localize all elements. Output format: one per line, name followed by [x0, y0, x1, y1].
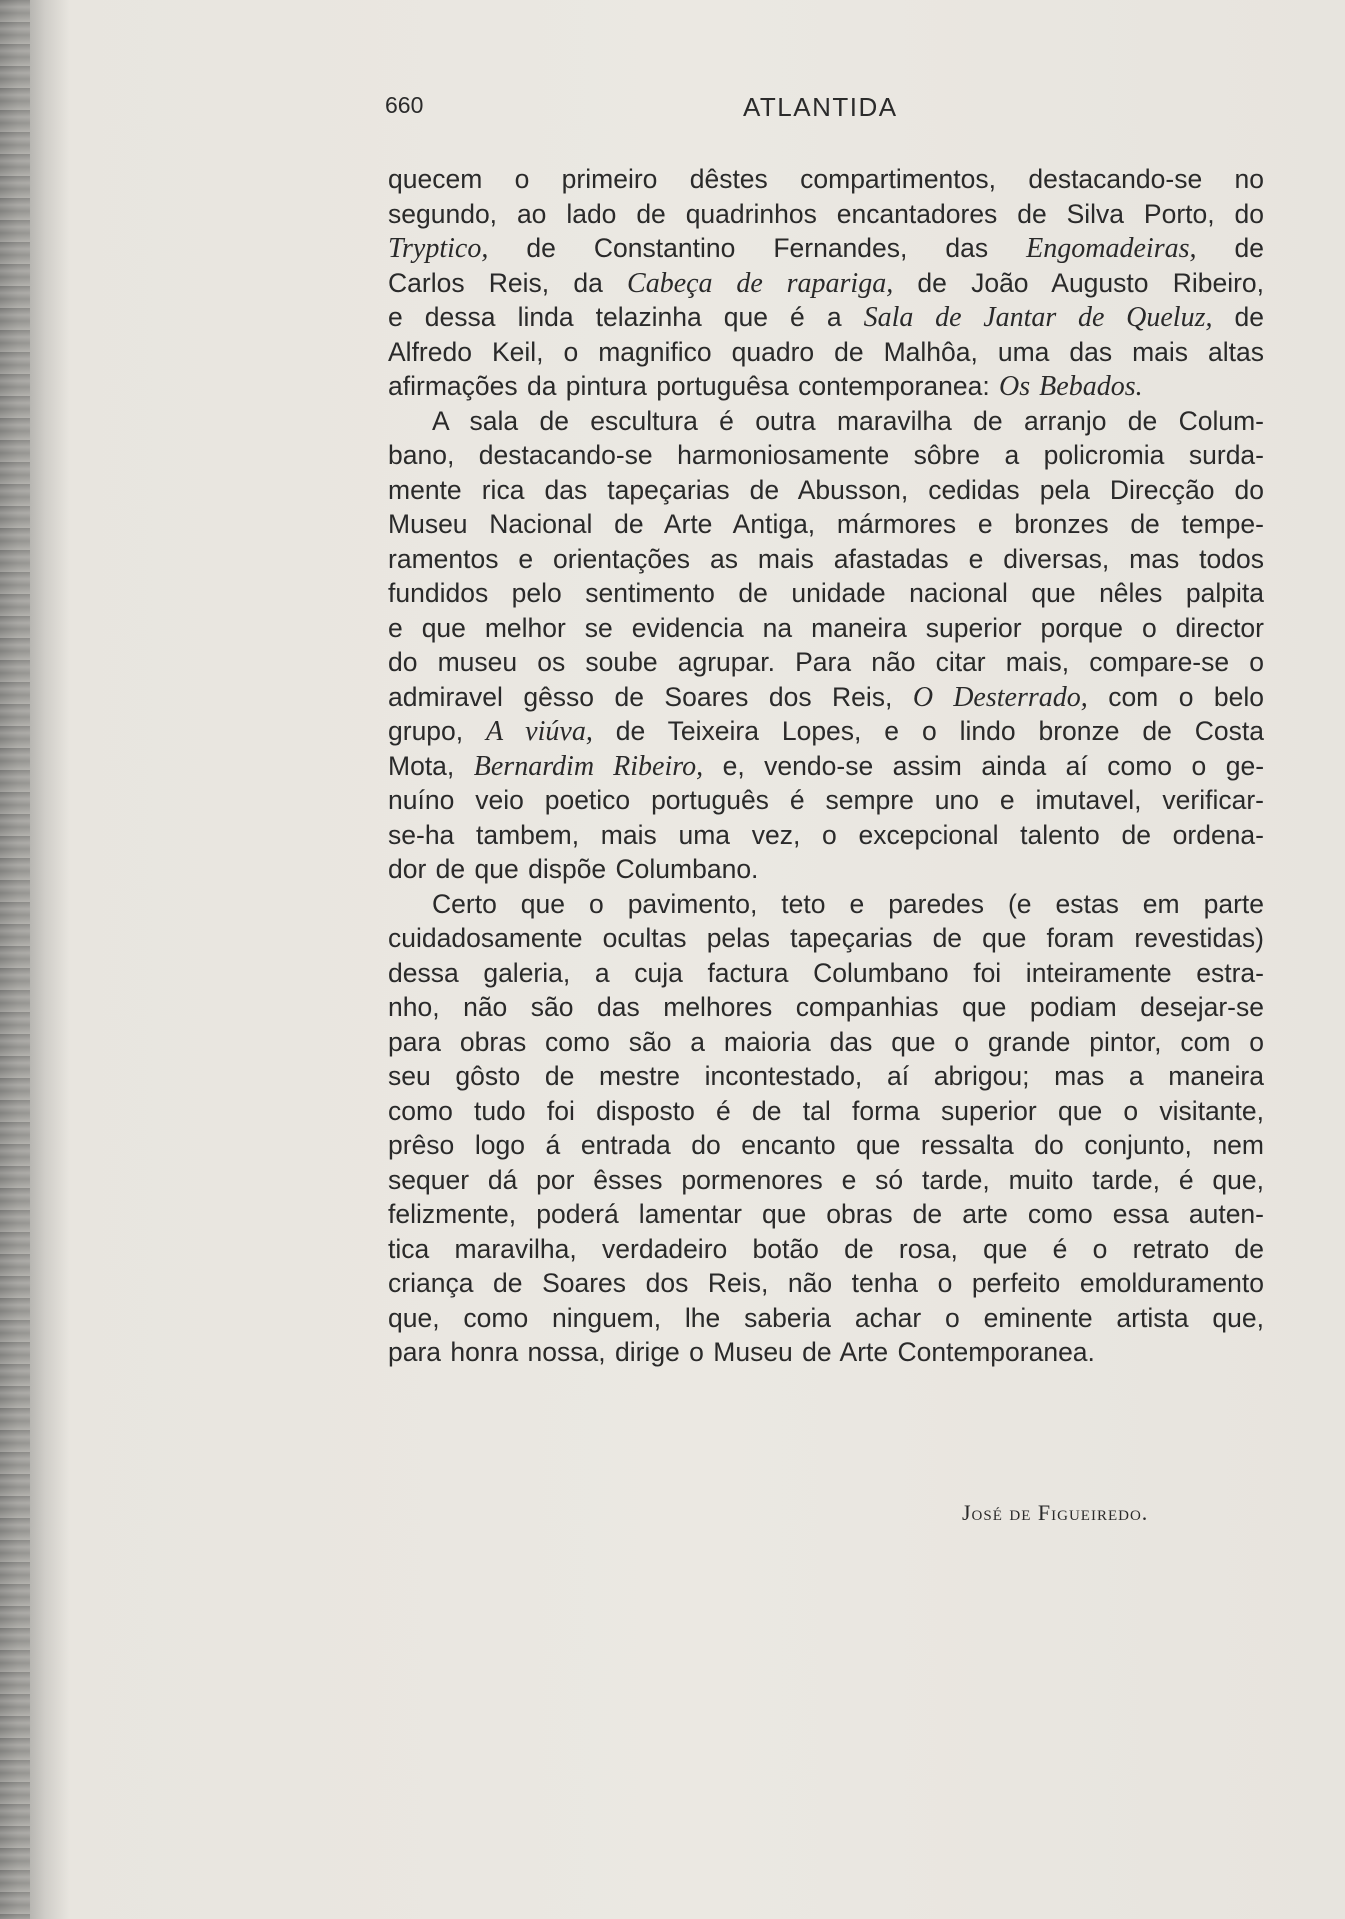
text-segment: segundo, ao lado de quadrinhos encantadores de Silva Porto, do	[388, 198, 1264, 229]
text-segment: Certo que o pavimento, teto e paredes (e estas em parte	[432, 888, 1264, 919]
italic-title: Sala de Jantar de Queluz,	[863, 302, 1213, 333]
text-segment: para obras como são a maioria das que o grande pintor, com o	[388, 1026, 1264, 1057]
text-segment: afirmações da pintura portuguêsa contemporanea:	[388, 371, 1000, 401]
text-segment: de	[1212, 302, 1265, 332]
text-line	[388, 714, 1264, 749]
text-segment: nuíno veio poetico português é sempre uno e imutavel, verificar-	[388, 785, 1264, 815]
text-segment: do museu os soube agrupar. Para não citar mais, compare-se o	[388, 647, 1264, 677]
italic-title: Bernardim Ribeiro,	[473, 750, 704, 782]
text-segment: felizmente, poderá lamentar que obras de arte como essa auten-	[388, 1199, 1264, 1229]
text-line	[388, 783, 1264, 818]
text-segment: Carlos Reis, da	[388, 267, 628, 298]
italic-title: Tryptico,	[388, 233, 489, 264]
text-segment: de Teixeira Lopes, e o lindo bronze de Costa	[592, 716, 1264, 746]
text-line	[388, 611, 1264, 646]
text-segment: que, como ninguem, lhe saberia achar o eminente artista que,	[388, 1302, 1264, 1333]
text-line	[388, 335, 1264, 370]
italic-title: Cabeça de rapariga,	[627, 267, 894, 299]
text-segment: de	[1196, 233, 1265, 263]
text-line	[388, 887, 1264, 922]
text-segment: criança de Soares dos Reis, não tenha o perfeito emolduramento	[388, 1268, 1264, 1298]
text-line	[388, 300, 1264, 335]
text-segment: e dessa linda telazinha que é a	[388, 302, 864, 332]
text-line	[388, 956, 1264, 991]
text-line	[388, 404, 1264, 439]
page-number: 660	[385, 92, 424, 118]
italic-title: Os Bebados.	[999, 371, 1143, 402]
text-segment: bano, destacando-se harmoniosamente sôbre a policromia surda-	[388, 440, 1264, 470]
text-segment: quecem o primeiro dêstes compartimentos, destacando-se no	[388, 164, 1264, 194]
text-line	[388, 162, 1264, 197]
text-line	[388, 990, 1264, 1025]
text-line	[388, 438, 1264, 473]
text-segment: para honra nossa, dirige o Museu de Arte Contemporanea.	[388, 1337, 1095, 1367]
text-segment: mente rica das tapeçarias de Abusson, cedidas pela Direcção do	[388, 474, 1264, 505]
text-segment: e que melhor se evidencia na maneira superior porque o director	[388, 612, 1264, 643]
text-line	[388, 749, 1264, 784]
text-segment: cuidadosamente ocultas pelas tapeçarias de que foram revestidas)	[388, 923, 1264, 953]
text-segment: ramentos e orientações as mais afastadas e diversas, mas todos	[388, 543, 1264, 574]
text-line	[388, 818, 1264, 853]
text-line	[388, 1335, 1264, 1370]
text-line	[388, 1025, 1264, 1060]
text-segment: com o belo	[1087, 681, 1265, 712]
text-segment: e, vendo-se assim ainda aí como o ge-	[703, 750, 1265, 781]
text-segment: como tudo foi disposto é de tal forma superior que o visitante,	[388, 1095, 1264, 1126]
text-segment: de Constantino Fernandes, das	[488, 233, 1027, 263]
text-line	[388, 1094, 1264, 1129]
article-body	[388, 162, 1264, 1370]
text-line	[388, 680, 1264, 715]
text-segment: Mota,	[388, 750, 474, 781]
text-line	[388, 1266, 1264, 1301]
text-segment: dessa galeria, a cuja factura Columbano foi inteiramente estra-	[388, 957, 1264, 988]
text-segment: se-ha tambem, mais uma vez, o excepcional talento de ordena-	[388, 819, 1264, 850]
text-segment: fundidos pelo sentimento de unidade nacional que nêles palpita	[388, 578, 1264, 608]
binding-shadow	[30, 0, 70, 1919]
text-line	[388, 507, 1264, 542]
text-segment: seu gôsto de mestre incontestado, aí abrigou; mas a maneira	[388, 1061, 1264, 1091]
italic-title: Engomadeiras,	[1026, 233, 1197, 264]
text-segment: de João Augusto Ribeiro,	[893, 267, 1265, 298]
author-signature: José de Figueiredo.	[962, 1500, 1149, 1525]
text-line	[388, 1301, 1264, 1336]
text-line	[388, 1197, 1264, 1232]
page-header	[385, 92, 1265, 128]
text-segment: A sala de escultura é outra maravilha de arranjo de Colum-	[432, 405, 1264, 436]
text-segment: Museu Nacional de Arte Antiga, mármores e bronzes de tempe-	[388, 509, 1264, 539]
text-line	[388, 1128, 1264, 1163]
text-segment: admiravel gêsso de Soares dos Reis,	[388, 681, 913, 712]
text-segment: grupo,	[388, 716, 487, 746]
text-line	[388, 1232, 1264, 1267]
italic-title: O Desterrado,	[912, 681, 1088, 713]
italic-title: A viúva,	[486, 716, 593, 747]
text-segment: dor de que dispõe Columbano.	[388, 854, 759, 884]
text-line	[388, 266, 1264, 301]
text-line	[388, 1059, 1264, 1094]
page-binding-edge	[0, 0, 30, 1919]
running-title: ATLANTIDA	[743, 92, 898, 122]
text-line	[388, 231, 1264, 266]
text-line	[388, 369, 1264, 404]
text-line	[388, 645, 1264, 680]
text-segment: Alfredo Keil, o magnifico quadro de Malhôa, uma das mais altas	[388, 336, 1264, 367]
text-segment: prêso logo á entrada do encanto que ressalta do conjunto, nem	[388, 1130, 1264, 1160]
text-line	[388, 1163, 1264, 1198]
text-line	[388, 852, 1264, 887]
text-line	[388, 576, 1264, 611]
text-line	[388, 921, 1264, 956]
text-segment: tica maravilha, verdadeiro botão de rosa, que é o retrato de	[388, 1233, 1264, 1264]
text-line	[388, 473, 1264, 508]
text-segment: nho, não são das melhores companhias que podiam desejar-se	[388, 992, 1264, 1022]
text-line	[388, 542, 1264, 577]
text-line	[388, 197, 1264, 232]
text-segment: sequer dá por êsses pormenores e só tarde, muito tarde, é que,	[388, 1164, 1264, 1195]
